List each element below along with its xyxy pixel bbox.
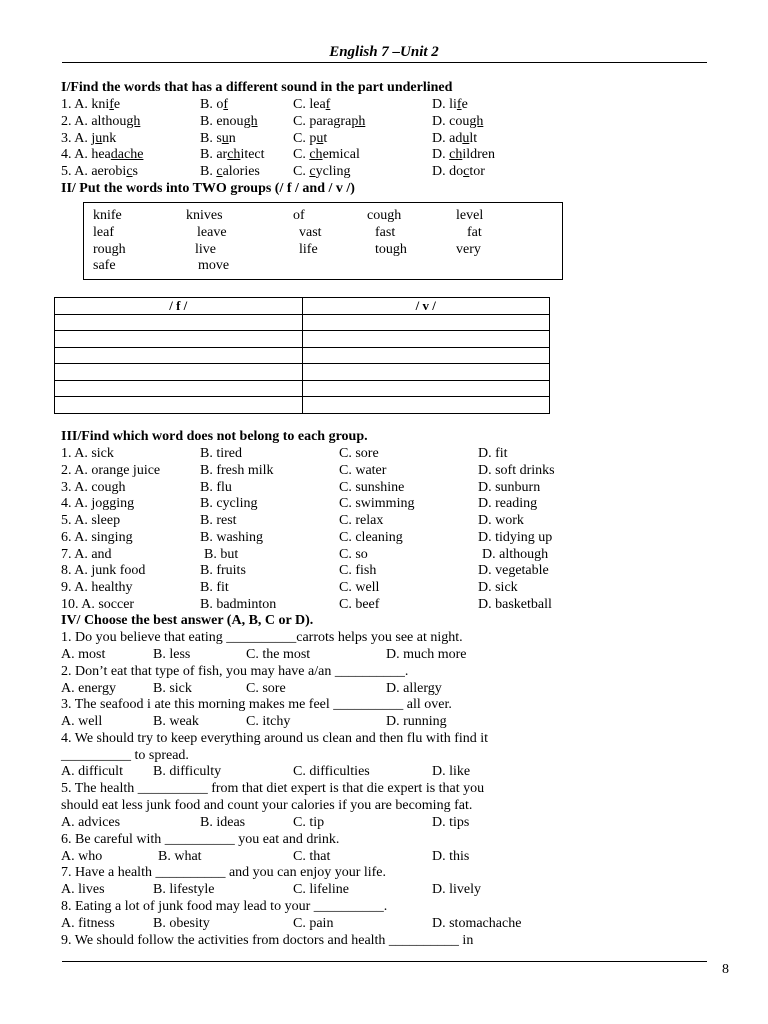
underlined-sound: u — [95, 130, 103, 146]
q4-option-c: C. difficulties — [293, 764, 370, 779]
table-cell[interactable] — [302, 331, 550, 348]
table-cell[interactable] — [55, 347, 303, 364]
table-header-v: / v / — [302, 298, 550, 315]
question-2: 2. Don’t eat that type of fish, you may have a/an __________. — [61, 664, 409, 679]
q1-option-a: A. most — [61, 647, 106, 662]
q2-option-c: C. sore — [246, 681, 286, 696]
word-part: C. lea — [293, 97, 326, 112]
s1-q2-option-b — [200, 114, 258, 130]
q8-option-c: C. pain — [293, 916, 334, 931]
question-3: 3. The seafood i ate this morning makes me feel __________ all over. — [61, 697, 452, 712]
word-box-word: of — [293, 208, 305, 223]
q1-option-d: D. much more — [386, 647, 467, 662]
s1-q1-option-a — [61, 97, 120, 113]
s1-q5-option-c — [293, 164, 351, 180]
word-part: e — [461, 97, 468, 112]
question-7: 7. Have a health __________ and you can enjoy your life. — [61, 865, 387, 880]
s3-q6-option-a: 6. A. singing — [61, 529, 133, 545]
q2-option-b: B. sick — [153, 681, 192, 696]
word-part: C. — [293, 164, 310, 180]
s3-q7-option-d: D. although — [482, 546, 549, 562]
s1-q5-option-b — [200, 164, 260, 180]
s1-q3-option-b — [200, 131, 236, 147]
section-4-title: IV/ Choose the best answer (A, B, C or D). — [61, 613, 314, 628]
word-part: B. s — [200, 130, 222, 146]
q2-option-a: A. energy — [61, 681, 116, 696]
q3-option-c: C. itchy — [246, 714, 291, 729]
q6-option-a: A. who — [61, 849, 103, 864]
q3-option-b: B. weak — [153, 714, 199, 729]
word-part: 3. A. j — [61, 130, 96, 146]
table-row — [55, 364, 550, 381]
page-header-title: English 7 –Unit 2 — [329, 44, 439, 60]
word-part: D. do — [432, 164, 464, 180]
s1-q2-option-c — [293, 114, 365, 130]
s1-q3-option-d — [432, 131, 477, 147]
s1-q2-option-d — [432, 114, 483, 130]
question-8: 8. Eating a lot of junk food may lead to your __________. — [61, 899, 388, 914]
header-rule — [62, 62, 707, 63]
q7-option-c: C. lifeline — [293, 882, 349, 897]
section-3-title: III/Find which word does not belong to each group. — [61, 429, 368, 444]
word-box — [83, 202, 563, 280]
word-part: 2. A. althou — [61, 113, 127, 129]
word-part: nk — [102, 130, 117, 146]
word-part: B. o — [200, 97, 224, 112]
table-row — [55, 347, 550, 364]
word-part: n — [228, 130, 236, 146]
s3-q2-option-c: C. water — [339, 462, 387, 478]
word-box-word: safe — [93, 258, 116, 274]
underlined-sound: u — [221, 130, 229, 146]
word-part: s — [132, 164, 138, 180]
s1-q1-option-c — [293, 97, 330, 113]
underlined-sound: f — [223, 97, 229, 112]
question-4-cont: __________ to spread. — [61, 748, 189, 763]
s3-q7-option-a: 7. A. and — [61, 546, 112, 562]
s3-q5-option-c: C. relax — [339, 513, 384, 528]
underlined-sound: ch — [227, 147, 241, 163]
q7-option-d: D. lively — [432, 882, 481, 897]
question-5-cont: should eat less junk food and count your calories if you are becoming fat. — [61, 798, 473, 813]
s3-q1-option-b: B. tired — [200, 446, 242, 461]
s3-q7-option-c: C. so — [339, 546, 368, 562]
word-box-word: vast — [299, 224, 322, 240]
s3-q2-option-b: B. fresh milk — [200, 462, 274, 478]
q8-option-d: D. stomachache — [432, 916, 522, 931]
word-part: itect — [240, 147, 265, 163]
word-part: C. p — [293, 130, 317, 146]
table-cell[interactable] — [302, 364, 550, 381]
question-4: 4. We should try to keep everything around us clean and then flu with find it — [61, 731, 489, 746]
s1-q4-option-b — [200, 147, 265, 163]
q5-option-d: D. tips — [432, 815, 470, 830]
word-box-word: fat — [467, 224, 482, 240]
underlined-sound: c — [126, 164, 133, 180]
s3-q3-option-d: D. sunburn — [478, 479, 541, 495]
word-part: 4. A. hea — [61, 147, 111, 163]
table-row — [55, 397, 550, 414]
s3-q9-option-d: D. sick — [478, 580, 518, 595]
s1-q1-option-b — [200, 97, 228, 113]
s3-q8-option-a: 8. A. junk food — [61, 563, 146, 579]
s1-q5-option-d — [432, 164, 485, 180]
s3-q10-option-b: B. badminton — [200, 596, 277, 612]
table-cell[interactable] — [302, 380, 550, 397]
s1-q1-option-d — [432, 97, 468, 113]
s3-q10-option-c: C. beef — [339, 596, 380, 612]
table-cell[interactable] — [302, 347, 550, 364]
table-row — [55, 331, 550, 348]
s1-q4-option-d — [432, 147, 495, 163]
underlined-sound: c — [216, 164, 223, 180]
word-part: B. — [200, 164, 217, 180]
q3-option-d: D. running — [386, 714, 447, 729]
table-header-row — [55, 298, 550, 315]
s3-q9-option-a: 9. A. healthy — [61, 580, 133, 595]
s1-q3-option-c — [293, 131, 327, 147]
underlined-sound: u — [316, 130, 324, 146]
word-box-word: very — [456, 241, 481, 257]
underlined-sound: ch — [309, 147, 323, 163]
underlined-sound: gh — [243, 113, 258, 129]
word-part: ildren — [462, 147, 495, 163]
q4-option-a: A. difficult — [61, 764, 123, 779]
sound-groups-table — [54, 297, 550, 414]
s3-q8-option-c: C. fish — [339, 563, 377, 579]
s3-q4-option-d: D. reading — [478, 496, 538, 512]
underlined-sound: f — [109, 97, 114, 112]
s3-q9-option-b: B. fit — [200, 580, 229, 595]
q7-option-b: B. lifestyle — [153, 882, 215, 897]
underlined-sound: gh — [469, 113, 484, 129]
q1-option-c: C. the most — [246, 647, 311, 662]
q5-option-b: B. ideas — [200, 815, 246, 830]
q4-option-d: D. like — [432, 764, 471, 779]
question-9: 9. We should follow the activities from doctors and health __________ in — [61, 933, 474, 948]
table-row — [55, 314, 550, 331]
s3-q4-option-a: 4. A. jogging — [61, 496, 135, 512]
underlined-sound: f — [456, 97, 462, 112]
s1-q5-option-a — [61, 164, 138, 180]
s3-q6-option-c: C. cleaning — [339, 529, 403, 545]
s1-q2-option-a — [61, 114, 140, 130]
s3-q6-option-b: B. washing — [200, 529, 263, 545]
s3-q4-option-c: C. swimming — [339, 496, 415, 512]
word-part: C. — [293, 147, 310, 163]
word-box-word: knives — [186, 208, 223, 223]
s1-q4-option-a — [61, 147, 143, 163]
word-part: C. paragra — [293, 113, 352, 129]
s3-q10-option-a: 10. A. soccer — [61, 596, 135, 612]
word-part: 5. A. aerobi — [61, 164, 127, 180]
question-6: 6. Be careful with __________ you eat and drink. — [61, 832, 340, 847]
table-cell[interactable] — [55, 364, 303, 381]
table-cell[interactable] — [55, 380, 303, 397]
word-part: B. ar — [200, 147, 228, 163]
underlined-sound: gh — [126, 113, 141, 129]
word-part: D. — [432, 147, 450, 163]
question-5: 5. The health __________ from that diet expert is that die expert is that you — [61, 781, 485, 796]
underlined-sound: u — [462, 130, 470, 146]
word-box-word: rough — [93, 241, 126, 257]
page-number: 8 — [722, 962, 729, 977]
s3-q1-option-a: 1. A. sick — [61, 446, 114, 461]
word-part: e — [113, 97, 121, 112]
table-cell[interactable] — [302, 314, 550, 331]
word-part: t — [323, 130, 328, 146]
s3-q1-option-d: D. fit — [478, 446, 508, 461]
underlined-sound: c — [463, 164, 470, 180]
s3-q10-option-d: D. basketball — [478, 596, 552, 612]
word-part: tor — [469, 164, 485, 180]
q3-option-a: A. well — [61, 714, 103, 729]
word-box-word: move — [198, 258, 230, 274]
q8-option-a: A. fitness — [61, 916, 115, 931]
word-part: B. enou — [200, 113, 244, 129]
underlined-sound: ch — [449, 147, 463, 163]
word-part: D. li — [432, 97, 457, 112]
s3-q5-option-a: 5. A. sleep — [61, 513, 121, 528]
s3-q2-option-a: 2. A. orange juice — [61, 462, 161, 478]
q5-option-a: A. advices — [61, 815, 121, 830]
word-box-word: live — [195, 241, 216, 257]
word-part: lt — [469, 130, 478, 146]
s3-q3-option-a: 3. A. cough — [61, 479, 126, 495]
q1-option-b: B. less — [153, 647, 191, 662]
word-part: ycling — [315, 164, 351, 180]
s3-q8-option-d: D. vegetable — [478, 563, 549, 579]
s3-q3-option-c: C. sunshine — [339, 479, 405, 495]
s3-q3-option-b: B. flu — [200, 479, 232, 495]
q4-option-b: B. difficulty — [153, 764, 222, 779]
table-cell[interactable] — [302, 397, 550, 414]
q7-option-a: A. lives — [61, 882, 105, 897]
table-header-f: / f / — [55, 298, 303, 315]
q5-option-c: C. tip — [293, 815, 325, 830]
s3-q4-option-b: B. cycling — [200, 496, 258, 512]
table-cell[interactable] — [55, 397, 303, 414]
word-box-word: leaf — [93, 224, 114, 240]
word-part: D. cou — [432, 113, 470, 129]
s3-q1-option-c: C. sore — [339, 446, 379, 461]
word-part: alories — [222, 164, 260, 180]
table-row — [55, 380, 550, 397]
section-2-title: II/ Put the words into TWO groups (/ f / and / v /) — [61, 181, 355, 196]
underlined-sound: dache — [110, 147, 144, 163]
s1-q3-option-a — [61, 131, 116, 147]
word-box-word: leave — [197, 224, 227, 240]
s3-q8-option-b: B. fruits — [200, 563, 246, 579]
q8-option-b: B. obesity — [153, 916, 210, 931]
table-cell[interactable] — [55, 331, 303, 348]
s1-q4-option-c — [293, 147, 360, 163]
q6-option-d: D. this — [432, 849, 470, 864]
q6-option-b: B. what — [158, 849, 202, 864]
underlined-sound: f — [325, 97, 331, 112]
word-box-word: cough — [367, 208, 402, 223]
word-part: emical — [322, 147, 360, 163]
word-box-word: life — [299, 241, 318, 257]
word-box-word: level — [456, 208, 484, 223]
table-cell[interactable] — [55, 314, 303, 331]
question-1: 1. Do you believe that eating __________carrots helps you see at night. — [61, 630, 463, 645]
underlined-sound: ph — [351, 113, 366, 129]
s3-q2-option-d: D. soft drinks — [478, 462, 555, 478]
q6-option-c: C. that — [293, 849, 331, 864]
s3-q7-option-b: B. but — [204, 546, 239, 562]
underlined-sound: c — [309, 164, 316, 180]
word-box-word: fast — [375, 224, 396, 240]
s3-q9-option-c: C. well — [339, 580, 380, 595]
word-box-word: tough — [375, 241, 407, 257]
s3-q5-option-d: D. work — [478, 513, 524, 528]
section-1-title: I/Find the words that has a different sound in the part underlined — [61, 80, 453, 95]
word-box-word: knife — [93, 208, 122, 223]
footer-rule — [62, 961, 707, 962]
s3-q6-option-d: D. tidying up — [478, 529, 553, 545]
q2-option-d: D. allergy — [386, 681, 442, 696]
word-part: D. ad — [432, 130, 463, 146]
word-part: 1. A. kni — [61, 97, 110, 112]
s3-q5-option-b: B. rest — [200, 513, 237, 528]
